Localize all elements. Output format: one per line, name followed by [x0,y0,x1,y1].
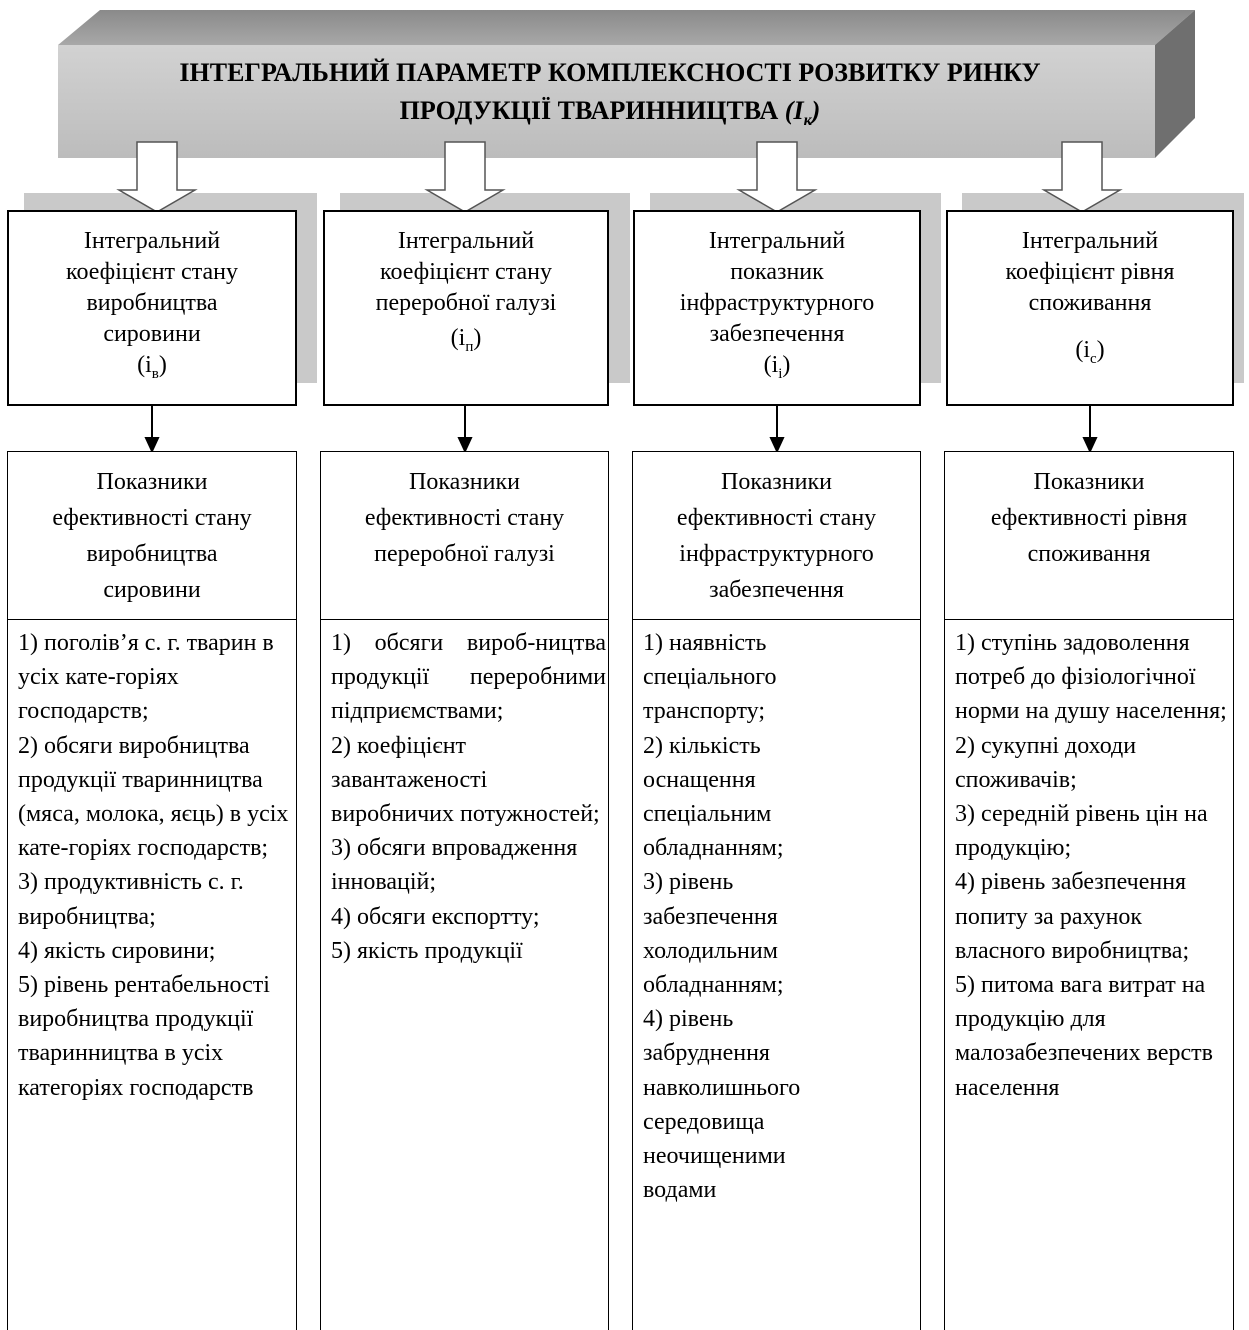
coef-1-line1: Інтегральний [83,228,221,255]
coef-4-line2: коефіцієнт рівня [1005,259,1175,285]
list-item: 3) продуктивність с. г. виробництва; [18,869,244,930]
list-item: 4) обсяги експортту; [331,903,540,930]
ind-3-line1: Показники [721,468,832,495]
list-item: 4) якість сировини; [18,937,216,964]
ind-4-line3: споживання [1027,541,1151,567]
ind-2-line3: переробної галузі [374,541,555,567]
coef-1-code: $(i_в)$ [137,352,167,382]
coef-1-line4: сировини [103,321,201,348]
list-item: 5) рівень рентабельності виробництва продукції тваринництва в усіх категоріях господарств [18,972,270,1101]
indicators-box-1 [7,451,297,620]
list-item: 2) коефіцієнт завантаженості виробничих потужностей; [331,732,600,828]
list-item: 2) кількість оснащення спеціальним обладнанням; [643,732,784,862]
ind-3-line4: забезпечення [709,576,844,603]
header-title-line1: ІНТЕГРАЛЬНИЙ ПАРАМЕТР КОМПЛЕКСНОСТІ РОЗВИТКУ РИНКУ [179,57,1041,87]
coef-2-line1: Інтегральний [397,228,535,254]
ind-2-line2: ефективності стану [364,505,565,531]
coef-2-code: $(i_п)$ [450,325,482,355]
indicator-list-4 [944,620,1234,1330]
list-item: 2) обсяги виробництва продукції тваринництва (мяса, молока, яєць) в усіх кате-горіях господарств; [18,732,289,862]
coef-3-line2: показник [730,259,824,286]
ind-4-line2: ефективності рівня [990,505,1188,531]
coef-4-line3: споживання [1028,290,1152,316]
list-item: 1) ступінь задоволення потреб до фізіологічної норми на душу населення; [955,630,1227,725]
list-item: 5) якість продукції [331,937,523,964]
list-item: 3) рівень забезпечення холодильним обладнанням; [643,869,784,999]
ind-1-line4: сировини [103,576,201,603]
ind-2-line1: Показники [409,469,520,495]
coef-4-code: $(i_с)$ [1075,337,1105,367]
coef-3-line1: Інтегральний [708,228,846,255]
list-item: 4) рівень забезпечення попиту за рахунок власного виробництва; [955,869,1190,964]
coef-3-code: $(i_i)$ [763,352,791,382]
list-item: 1) наявність спеціального транспорту; [643,630,777,725]
list-item: 1) поголів’я с. г. тварин в усіх кате-горіях господарств; [18,630,274,725]
coef-2-line3: переробної галузі [375,290,557,316]
list-item: 2) сукупні доходи споживачів; [955,732,1137,793]
ind-4-line1: Показники [1033,469,1145,495]
list-item: 3) обсяги впровадження інновацій; [331,835,578,896]
ind-1-line1: Показники [96,468,208,495]
list-item: 4) рівень забруднення навколишнього середовища неочищеними водами [643,1006,801,1204]
indicators-box-2 [320,451,609,620]
ind-3-line2: ефективності стану [676,504,877,531]
ind-1-line2: ефективності стану [52,504,252,531]
list-item: 3) середній рівень цін на продукцію; [955,801,1208,862]
indicator-list-3 [632,620,921,1330]
indicator-list-2 [320,620,609,1330]
indicators-box-4 [944,451,1234,620]
list-item: 1) обсяги вироб-ництва продукції переробними підприємствами; [331,630,606,725]
coef-3-line4: забезпечення [709,321,845,348]
coef-1-line2: коефіцієнт стану [66,259,238,286]
coef-2-line2: коефіцієнт стану [380,259,552,285]
indicators-box-3 [632,451,921,620]
coef-1-line3: виробництва [86,290,218,317]
coef-3-line3: інфраструктурного [679,290,875,317]
ind-3-line3: інфраструктурного [679,540,874,567]
indicator-list-1 [7,620,297,1330]
connector-arrows [0,0,1249,460]
ind-1-line3: виробництва [86,540,218,567]
list-item: 5) питома вага витрат на продукцію для малозабезпечених верств населення [955,972,1213,1101]
header-symbol: $(I_к)$ [784,95,821,130]
header-title-line2: ПРОДУКЦІЇ ТВАРИННИЦТВА [399,95,779,125]
coef-4-line1: Інтегральний [1021,228,1159,254]
